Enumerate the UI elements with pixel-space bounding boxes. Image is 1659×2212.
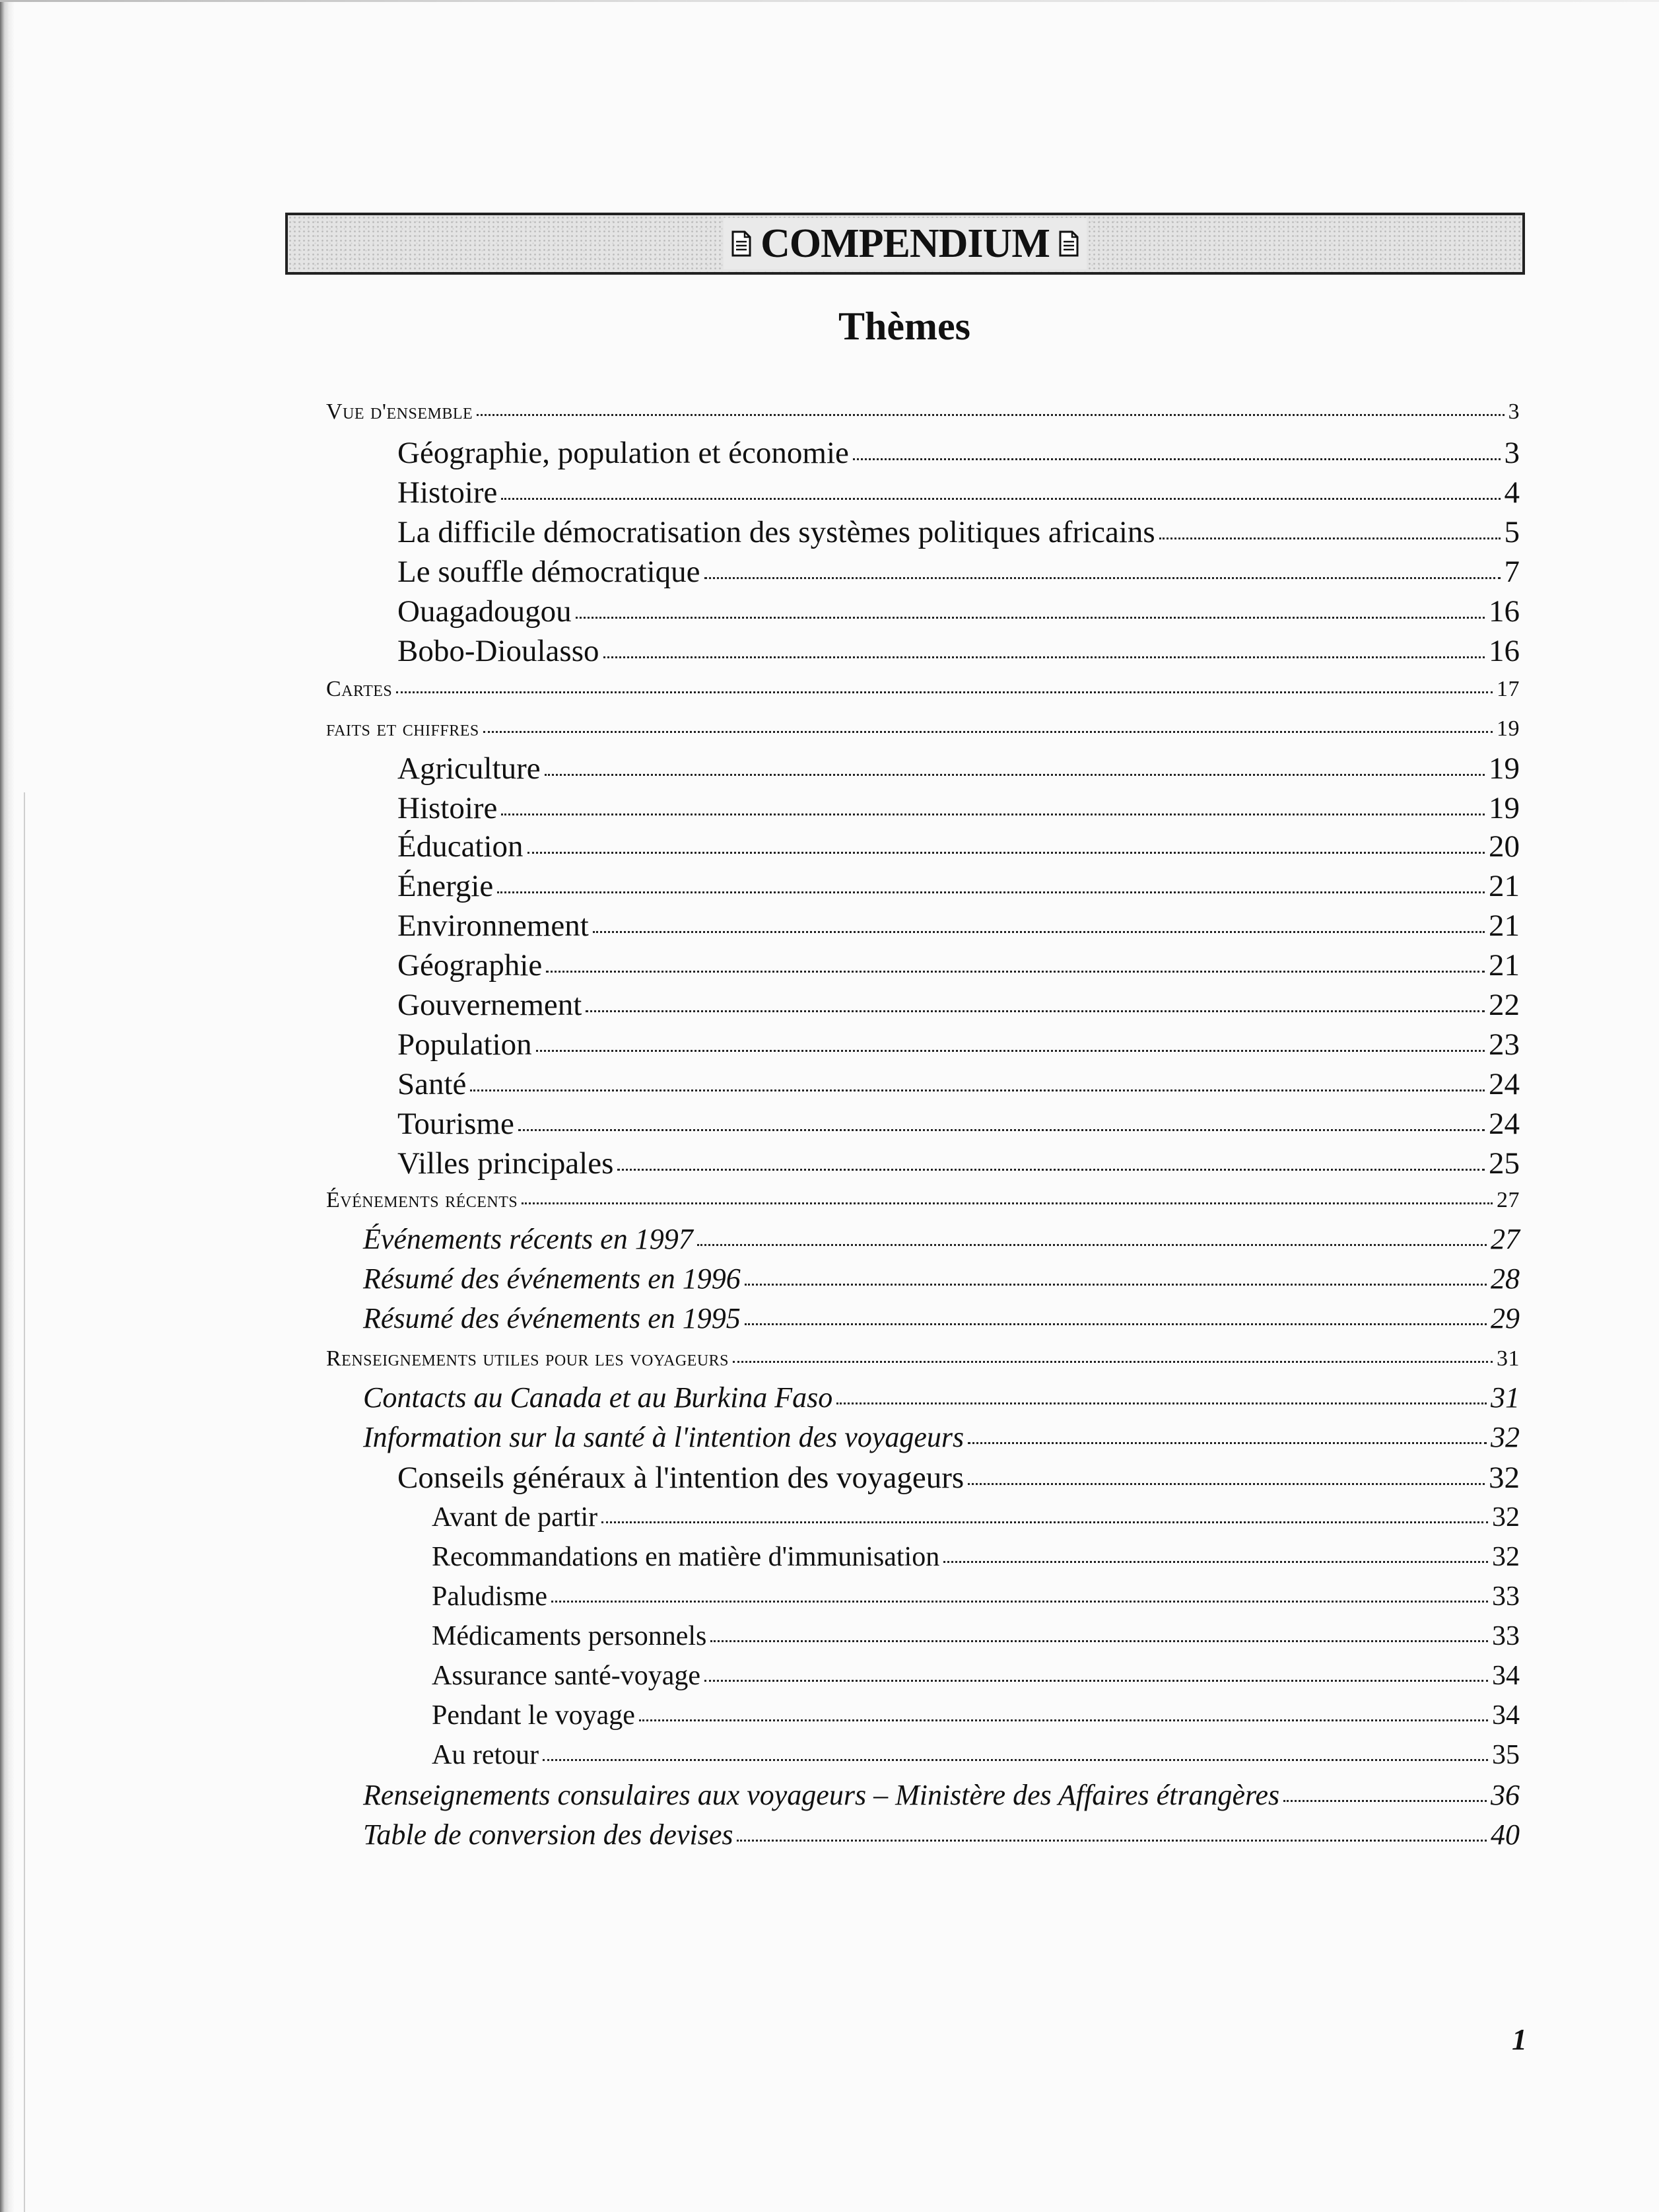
toc-entry-page: 21: [1489, 948, 1520, 983]
toc-entry-page: 31: [1497, 1346, 1520, 1371]
toc-entry-title: Renseignements utiles pour les voyageurs: [326, 1346, 729, 1371]
dot-leader: [853, 458, 1501, 460]
toc-entry: [397, 950, 1520, 982]
toc-entry-title: Médicaments personnels: [432, 1621, 707, 1651]
toc-entry-page: 29: [1491, 1302, 1520, 1334]
toc-entry-title: Villes principales: [397, 1146, 614, 1181]
toc-entry-page: 3: [1508, 399, 1520, 424]
toc-entry: [397, 870, 1520, 903]
dot-leader: [617, 1169, 1485, 1171]
toc-entry-page: 35: [1492, 1740, 1520, 1770]
toc-entry-title: Résumé des événements en 1996: [363, 1262, 741, 1295]
dot-leader: [477, 414, 1504, 416]
dot-leader: [497, 891, 1485, 893]
toc-entry-page: 20: [1489, 829, 1520, 864]
toc-entry-title: Pendant le voyage: [432, 1700, 635, 1731]
toc-entry: [363, 1264, 1520, 1294]
toc-entry: [363, 1422, 1520, 1453]
toc-entry-page: 23: [1489, 1027, 1520, 1062]
toc-entry-page: 32: [1491, 1421, 1520, 1453]
toc-entry-page: 33: [1492, 1581, 1520, 1612]
toc-entry-page: 22: [1489, 988, 1520, 1022]
dot-leader: [737, 1840, 1487, 1842]
toc-entry-page: 40: [1491, 1818, 1520, 1851]
toc-entry: [397, 910, 1520, 942]
toc-entry-title: Bobo-Dioulasso: [397, 634, 599, 668]
dot-leader: [546, 971, 1485, 973]
dot-leader: [501, 813, 1485, 815]
toc-entry-title: Renseignements consulaires aux voyageurs – Ministère des Affaires étrangères: [363, 1779, 1280, 1811]
dot-leader: [576, 617, 1485, 619]
toc-entry-title: Avant de partir: [432, 1502, 598, 1533]
dot-leader: [1159, 537, 1501, 539]
toc-entry: [397, 596, 1520, 628]
toc-entry-page: 16: [1489, 594, 1520, 629]
toc-entry-title: Énergie: [397, 869, 494, 903]
toc-entry-title: Information sur la santé à l'intention des voyageurs: [363, 1421, 965, 1453]
toc-entry: [397, 989, 1520, 1021]
toc-entry-page: 32: [1489, 1461, 1520, 1495]
toc-entry-title: Géographie, population et économie: [397, 436, 849, 470]
dot-leader: [836, 1402, 1487, 1404]
dot-leader: [968, 1483, 1485, 1485]
toc-entry-page: 16: [1489, 634, 1520, 668]
dot-leader: [586, 1010, 1485, 1012]
toc-entry-page: 24: [1489, 1067, 1520, 1101]
toc-entry: [363, 1303, 1520, 1334]
dot-leader: [470, 1089, 1485, 1091]
toc-entry-page: 27: [1491, 1223, 1520, 1255]
toc-entry-page: 32: [1492, 1502, 1520, 1533]
toc-entry-page: 32: [1492, 1542, 1520, 1572]
dot-leader: [745, 1284, 1487, 1286]
toc-entry: [363, 1820, 1520, 1850]
toc-entry-title: Résumé des événements en 1995: [363, 1302, 741, 1334]
toc-entry-title: Vue d'ensemble: [326, 399, 473, 424]
dot-leader: [396, 691, 1493, 693]
toc-entry: [363, 1224, 1520, 1255]
toc-entry-page: 3: [1504, 436, 1520, 470]
toc-entry: [326, 717, 1520, 741]
toc-entry-title: Histoire: [397, 475, 498, 510]
dot-leader: [943, 1561, 1488, 1563]
dot-leader: [603, 656, 1485, 658]
banner-title: COMPENDIUM: [761, 221, 1050, 266]
dot-leader: [543, 1759, 1488, 1761]
toc-entry: [397, 1108, 1520, 1140]
page-number: 1: [1512, 2022, 1527, 2056]
toc-entry-page: 19: [1497, 716, 1520, 741]
toc-entry: [397, 477, 1520, 509]
toc-entry-title: Santé: [397, 1067, 467, 1101]
dot-leader: [501, 498, 1500, 500]
dot-leader: [710, 1640, 1488, 1642]
dot-leader: [518, 1129, 1485, 1131]
dot-leader: [704, 577, 1501, 579]
toc-entry: [397, 635, 1520, 668]
toc-entry-title: Tourisme: [397, 1107, 514, 1141]
toc-entry-title: Le souffle démocratique: [397, 555, 700, 589]
toc-entry-page: 25: [1489, 1146, 1520, 1181]
toc-entry-page: 19: [1489, 751, 1520, 786]
dot-leader: [593, 931, 1485, 933]
dot-leader: [527, 852, 1485, 854]
toc-entry-title: Agriculture: [397, 751, 541, 786]
toc-entry-title: Éducation: [397, 829, 524, 864]
toc-entry-title: Événements récents: [326, 1188, 518, 1212]
toc-entry-title: Table de conversion des devises: [363, 1818, 733, 1851]
toc-entry: [397, 753, 1520, 785]
toc-entry-page: 34: [1492, 1661, 1520, 1691]
toc-entry-title: La difficile démocratisation des systèmes politiques africains: [397, 515, 1155, 549]
toc-entry: [326, 1189, 1520, 1212]
toc-entry-page: 28: [1491, 1262, 1520, 1295]
toc-entry-page: 36: [1491, 1779, 1520, 1811]
toc-entry: [397, 1068, 1520, 1101]
toc-entry-title: Cartes: [326, 677, 393, 701]
dot-leader: [639, 1719, 1488, 1721]
toc-entry-title: Paludisme: [432, 1581, 547, 1612]
dot-leader: [1283, 1800, 1487, 1802]
toc-entry-title: Gouvernement: [397, 988, 582, 1022]
toc-entry: [397, 792, 1520, 825]
toc-entry: [397, 1148, 1520, 1180]
toc-entry-page: 19: [1489, 791, 1520, 825]
dot-leader: [483, 731, 1493, 733]
toc-entry-page: 34: [1492, 1700, 1520, 1731]
toc-entry-title: Histoire: [397, 791, 498, 825]
toc-entry-title: Événements récents en 1997: [363, 1223, 693, 1255]
toc-entry: [363, 1780, 1520, 1811]
toc-entry-page: 17: [1497, 677, 1520, 701]
toc-entry-title: faits et chiffres: [326, 716, 479, 741]
dot-leader: [968, 1442, 1487, 1444]
toc-entry-page: 21: [1489, 869, 1520, 903]
toc-entry: [432, 1661, 1520, 1690]
toc-entry: [397, 1462, 1520, 1494]
toc-entry-title: Géographie: [397, 948, 543, 983]
dot-leader: [536, 1050, 1485, 1052]
toc-entry: [363, 1383, 1520, 1413]
toc-entry-title: Ouagadougou: [397, 594, 572, 629]
dot-leader: [545, 774, 1485, 776]
toc-entry: [397, 516, 1520, 549]
toc-entry-title: Recommandations en matière d'immunisation: [432, 1542, 940, 1572]
toc-entry-page: 31: [1491, 1381, 1520, 1414]
toc-entry: [326, 400, 1520, 424]
toc-entry: [326, 677, 1520, 701]
toc-entry-title: Conseils généraux à l'intention des voyageurs: [397, 1461, 965, 1495]
toc-entry-title: Population: [397, 1027, 532, 1062]
toc-entry: [432, 1701, 1520, 1730]
dot-leader: [522, 1202, 1493, 1204]
toc-entry: [432, 1582, 1520, 1611]
dot-leader: [551, 1601, 1488, 1603]
dot-leader: [601, 1521, 1488, 1523]
toc-entry-page: 21: [1489, 909, 1520, 943]
toc-entry: [397, 556, 1520, 588]
toc-entry: [397, 831, 1520, 863]
toc-entry-title: Contacts au Canada et au Burkina Faso: [363, 1381, 833, 1414]
dot-leader: [704, 1680, 1488, 1682]
toc-entry-title: Environnement: [397, 909, 589, 943]
toc-entry: [397, 1029, 1520, 1061]
toc-entry-page: 4: [1504, 475, 1520, 510]
toc-entry-page: 24: [1489, 1107, 1520, 1141]
dot-leader: [733, 1361, 1493, 1363]
toc-entry: [432, 1503, 1520, 1532]
toc-entry: [432, 1542, 1520, 1572]
dot-leader: [697, 1244, 1487, 1246]
toc-entry: [432, 1741, 1520, 1770]
toc-entry-page: 7: [1504, 555, 1520, 589]
page-title: Thèmes: [838, 304, 970, 348]
toc-entry: [432, 1622, 1520, 1651]
toc-entry-page: 27: [1497, 1188, 1520, 1212]
toc-entry-page: 33: [1492, 1621, 1520, 1651]
dot-leader: [745, 1323, 1487, 1325]
toc-entry: [397, 437, 1520, 469]
toc-entry: [326, 1347, 1520, 1371]
toc-entry-title: Au retour: [432, 1740, 539, 1770]
toc-entry-page: 5: [1504, 515, 1520, 549]
toc-entry-title: Assurance santé-voyage: [432, 1661, 700, 1691]
